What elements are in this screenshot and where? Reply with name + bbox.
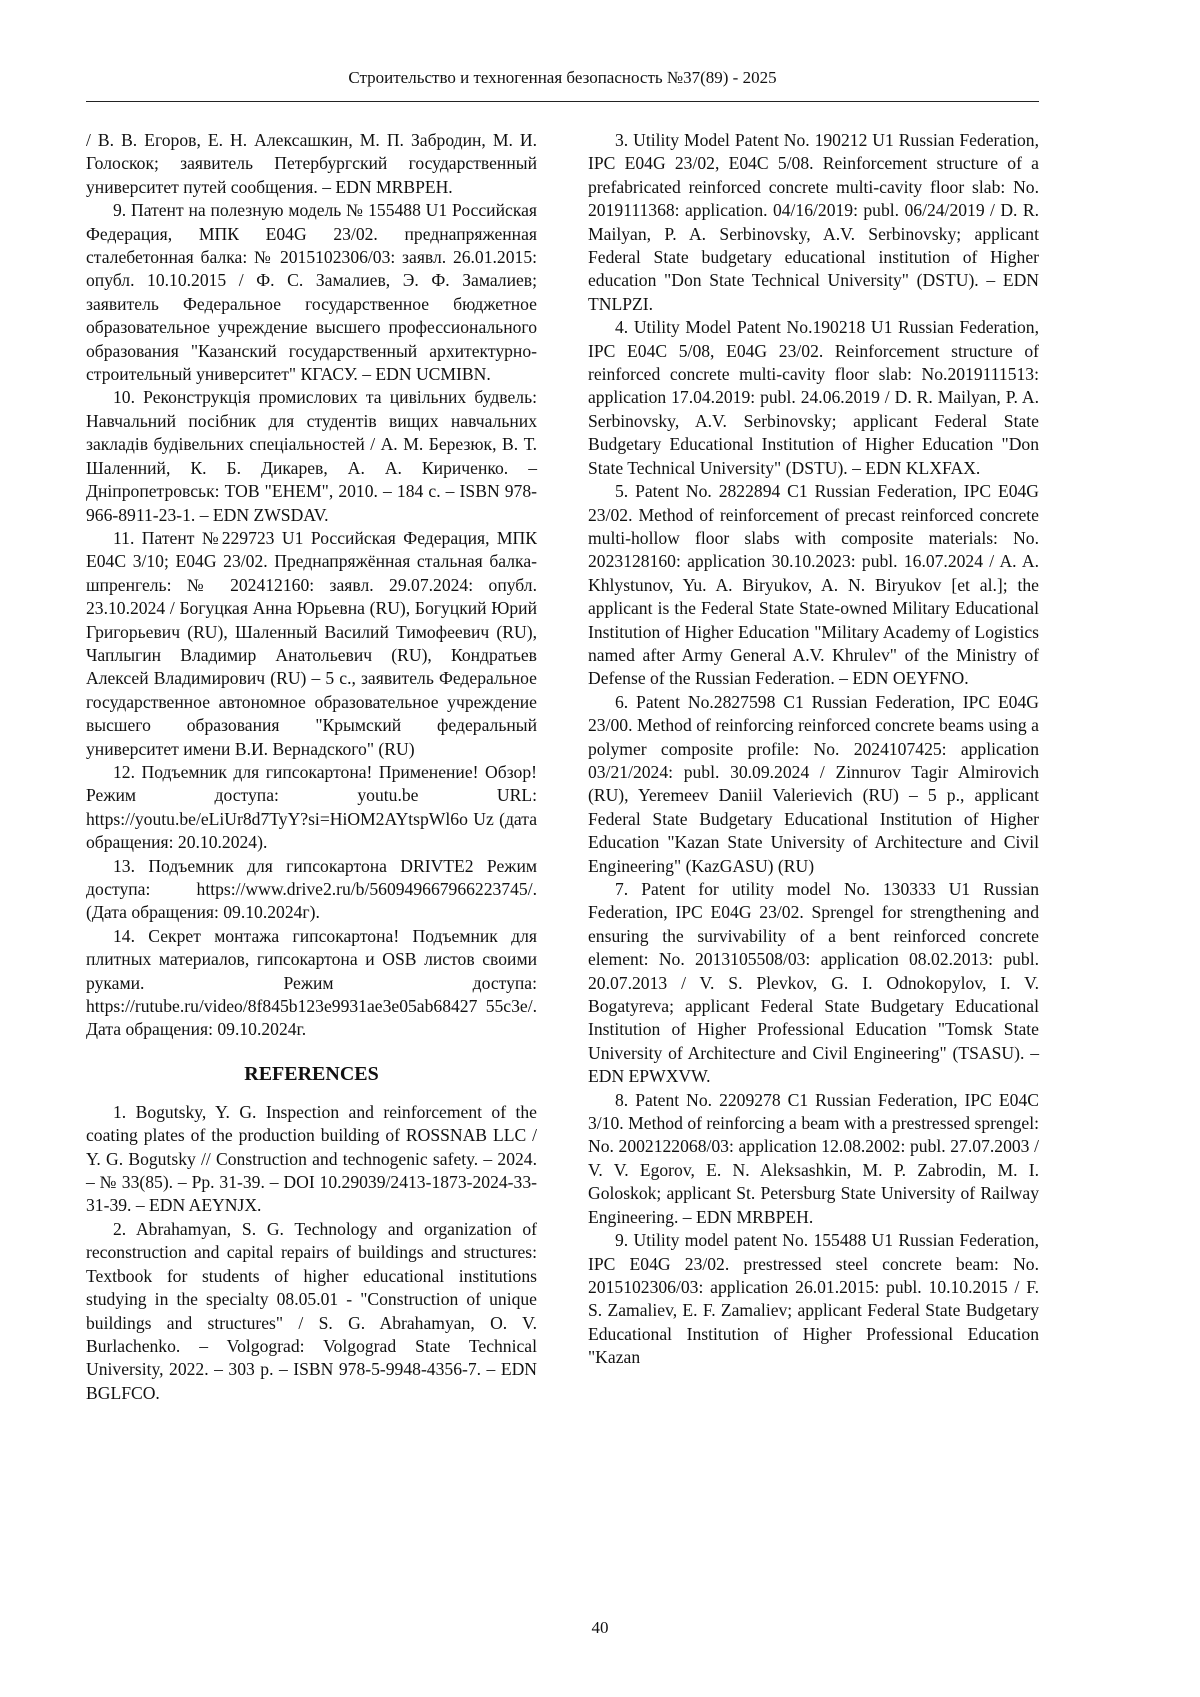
reference-entry: 4. Utility Model Patent No.190218 U1 Russian Federation, IPC E04C 5/08, E04G 23/02. Reinforcement structure of reinforced concrete multi-cavity floor slab: No.2019111513: application 17.04.2019: publ. 24.06.2019 / D. R. Mailyan, P. A. Serbinovsky, A.V. Serbinovsky; applicant Federal State Budgetary Educational Institution of Higher Education "Don State Technical University" (DSTU). – EDN KLXFAX. xyxy=(588,317,1039,478)
reference-entry: 1. Bogutsky, Y. G. Inspection and reinforcement of the coating plates of the production building of ROSSNAB LLC / Y. G. Bogutsky // Construction and technogenic safety. – 2024. – № 33(85). – Pp. 31-39. – DOI 10.29039/2413-1873-2024-33-31-39. – EDN AEYNJX. xyxy=(86,1101,537,1216)
header-divider xyxy=(86,101,1039,102)
page-number: 40 xyxy=(591,1618,609,1637)
reference-entry: 11. Патент №229723 U1 Российская Федерация, МПК E04C 3/10; E04G 23/02. Преднапряжённая стальная балка-шпренгель: № 202412160: заявл. 29.07.2024: опубл. 23.10.2024 / Богуцкая Анна Юрьевна (RU), Богуцкий Юрий Григорьевич (RU), Шаленный Василий Тимофеевич (RU), Чаплыгин Владимир Анатольевич (RU), Кондратьев Алексей Владимирович (RU) – 5 с., заявитель Федеральное государственное автономное образовательное учреждение высшего образования "Крымский федеральный университет имени В.И. Вернадского" (RU) xyxy=(86,527,537,759)
reference-entry: 3. Utility Model Patent No. 190212 U1 Russian Federation, IPC E04G 23/02, E04C 5/08. Reinforcement structure of a prefabricated reinforced concrete multi-cavity floor slab: No. 2019111368: application. 04/16/2019: publ. 06/24/2019 / D. R. Mailyan, P. A. Serbinovsky, A.V. Serbinovsky; applicant Federal State budgetary educational institution of Higher education "Don State Technical University" (DSTU). – EDN TNLPZI. xyxy=(588,130,1039,314)
reference-entry: 7. Patent for utility model No. 130333 U1 Russian Federation, IPC E04G 23/02. Sprengel for strengthening and ensuring the survivability of a bent reinforced concrete element: No. 2013105508/03: application 08.02.2013: publ. 20.07.2013 / V. S. Plevkov, G. I. Odnokopylov, I. V. Bogatyreva; applicant Federal State Budgetary Educational Institution of Higher Professional Education "Tomsk State University of Architecture and Civil Engineering" (TSASU). – EDN EPWXVW. xyxy=(588,879,1039,1087)
reference-entry: 14. Секрет монтажа гипсокартона! Подъемник для плитных материалов, гипсокартона и OSB листов своими руками. Режим доступа: https://rutube.ru/video/8f845b123e9931ae3e05ab68427 55c3e/. Дата обращения: 09.10.2024г. xyxy=(86,925,537,1040)
reference-entry: 5. Patent No. 2822894 C1 Russian Federation, IPC E04G 23/02. Method of reinforcement of precast reinforced concrete multi-hollow floor slabs with composite materials: No. 2023128160: application 30.10.2023: publ. 16.07.2024 / A. A. Khlystunov, Yu. A. Biryukov, A. N. Biryukov [et al.]; the applicant is the Federal State State-owned Military Educational Institution of Higher Education "Military Academy of Logistics named after Army General A.V. Khrulev" of the Ministry of Defense of the Russian Federation. – EDN OEYFNO. xyxy=(588,481,1039,689)
reference-entry: 13. Подъемник для гипсокартона DRIVTE2 Режим доступа: https://www.drive2.ru/b/560949667966223745/. (Дата обращения: 09.10.2024г). xyxy=(86,855,537,923)
reference-entry: 10. Реконструкція промислових та цивільних будвель: Навчальний посібник для студентів вищих навчальних закладів будівельних спеціальностей / А. М. Березюк, В. Т. Шаленний, К. Б. Дикарев, А. А. Кириченко. – Дніпропетровськ: ТОВ "ЕНЕМ", 2010. – 184 с. – ISBN 978-966-8911-23-1. – EDN ZWSDAV. xyxy=(86,387,537,525)
references-heading: REFERENCES xyxy=(244,1062,379,1085)
left-column xyxy=(86,129,537,1405)
reference-entry: 6. Patent No.2827598 C1 Russian Federation, IPC E04G 23/00. Method of reinforcing reinforced concrete beams using a polymer composite profile: No. 2024107425: application 03/21/2024: publ. 30.09.2024 / Zinnurov Tagir Almirovich (RU), Yeremeev Daniil Valerievich (RU) – 5 p., applicant Federal State Budgetary Educational Institution of Higher Education "Kazan State University of Architecture and Civil Engineering" (KazGASU) (RU) xyxy=(588,691,1039,876)
reference-entry: 12. Подъемник для гипсокартона! Применение! Обзор! Режим доступа: youtu.be URL: https://youtu.be/eLiUr8d7TyY?si=HiOM2AYtspWl6o Uz (дата обращения: 20.10.2024). xyxy=(86,761,537,853)
reference-entry: 9. Патент на полезную модель № 155488 U1 Российская Федерация, МПК E04G 23/02. преднапряженная сталебетонная балка: № 2015102306/03: заявл. 26.01.2015: опубл. 10.10.2015 / Ф. С. Замалиев, Э. Ф. Замалиев; заявитель Федеральное государственное бюджетное образовательное учреждение высшего профессионального образования "Казанский государственный архитектурно-строительный университет" КГАСУ. – EDN UCMIBN. xyxy=(86,200,537,385)
reference-entry: / В. В. Егоров, Е. Н. Алексашкин, М. П. Забродин, М. И. Голоскок; заявитель Петербургский государственный университет путей сообщения. – EDN MRBPEH. xyxy=(86,130,537,197)
reference-entry: 9. Utility model patent No. 155488 U1 Russian Federation, IPC E04G 23/02. prestressed steel concrete beam: No. 2015102306/03: application 26.01.2015: publ. 10.10.2015 / F. S. Zamaliev, E. F. Zamaliev; applicant Federal State Budgetary Educational Institution of Higher Professional Education "Kazan xyxy=(588,1230,1039,1368)
reference-entry: 8. Patent No. 2209278 C1 Russian Federation, IPC E04C 3/10. Method of reinforcing a beam with a prestressed sprengel: No. 2002122068/03: application 12.08.2002: publ. 27.07.2003 / V. V. Egorov, E. N. Aleksashkin, M. P. Zabrodin, M. I. Goloskok; applicant St. Petersburg State University of Railway Engineering. – EDN MRBPEH. xyxy=(588,1089,1039,1227)
right-column xyxy=(588,129,1039,1370)
reference-entry: 2. Abrahamyan, S. G. Technology and organization of reconstruction and capital repairs of buildings and structures: Textbook for students of higher educational institutions studying in the specialty 08.05.01 - "Construction of unique buildings and structures" / S. G. Abrahamyan, O. V. Burlachenko. – Volgograd: Volgograd State Technical University, 2022. – 303 p. – ISBN 978-5-9948-4356-7. – EDN BGLFCO. xyxy=(86,1218,537,1403)
journal-header: Строительство и техногенная безопасность №37(89) - 2025 xyxy=(348,68,777,87)
